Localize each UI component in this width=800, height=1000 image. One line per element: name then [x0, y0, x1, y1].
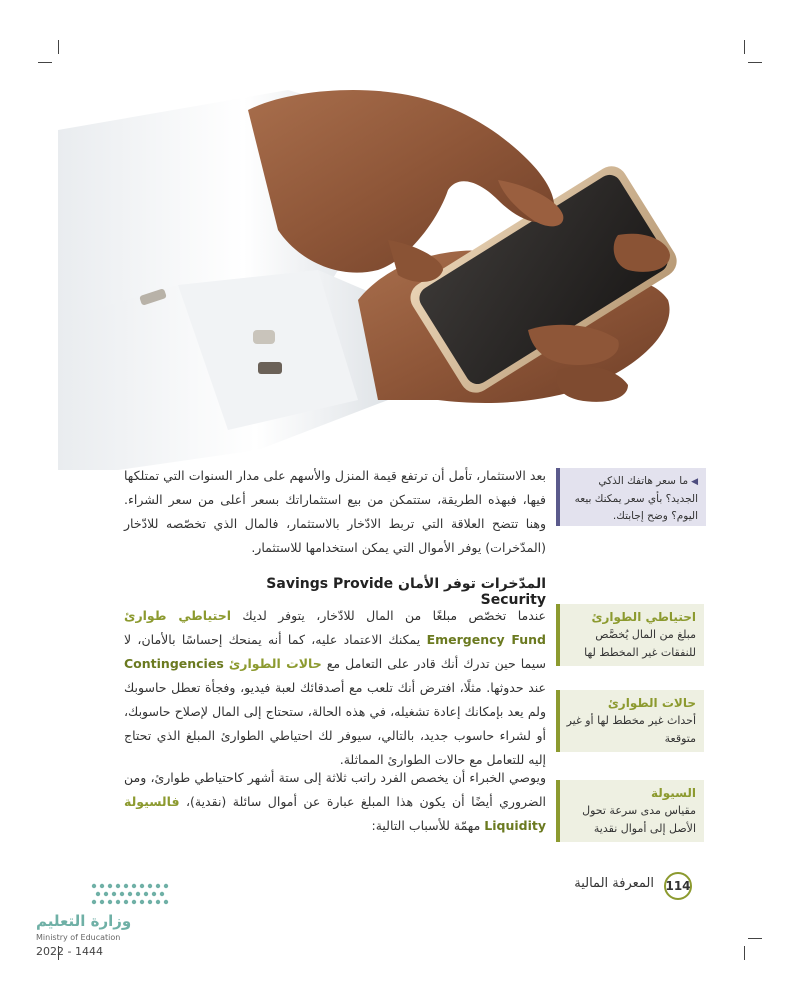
question-text: ما سعر هاتفك الذكي الجديد؟ بأي سعر يمكنك بيعه اليوم؟ وضح إجابتك. [574, 475, 698, 522]
hero-photo-hands-smartphone [58, 70, 748, 470]
question-box [556, 468, 706, 526]
triangle-marker-icon: ◀ [691, 477, 698, 487]
term-emergency-fund-en: Emergency Fund [426, 632, 547, 647]
glossary-liquidity [556, 780, 704, 842]
glossary-term: حالات الطوارئ [607, 696, 696, 710]
ministry-name-ar: وزارة التعليم [36, 912, 132, 930]
term-emergency-fund: احتياطي طوارئ [124, 608, 231, 623]
term-liquidity-en: Liquidity [484, 818, 546, 833]
crop-mark [748, 62, 762, 63]
crop-mark [744, 40, 745, 54]
paragraph-liquidity [124, 766, 546, 842]
glossary-term: السيولة [650, 786, 696, 800]
ministry-name-en: Ministry of Education [36, 933, 121, 942]
crop-mark [38, 62, 52, 63]
glossary-definition: مقياس مدى سرعة تحول الأصل إلى أموال نقدية [582, 804, 696, 835]
paragraph-text: عندما تخصّص مبلغًا من المال للادّخار، يتوفر لديك [230, 608, 546, 623]
intro-paragraph: بعد الاستثمار، تأمل أن ترتفع قيمة المنزل والأسهم على مدار السنوات التي تمتلكها فيها، فبهذه الطريقة، ستتمكن من بيع استثماراتك بسعر أعلى من سعر الشراء. وهنا تتضح العلاقة التي تربط الادّخار بالاستثمار، فالمال الذي تخصّصه للادّخار (المدّخرات) يوفر الأموال التي يمكن استخدامها للاستثمار. [124, 468, 546, 555]
page-number: 114 [664, 872, 692, 900]
glossary-emergency-fund [556, 604, 704, 666]
glossary-definition: مبلغ من المال يُخصَّص للنفقات غير المخطط لها [584, 628, 696, 659]
glossary-contingencies [556, 690, 704, 752]
crop-mark [744, 946, 745, 960]
edition-year: 2022 - 1444 [36, 945, 103, 958]
crop-mark [58, 40, 59, 54]
paragraph-emergency-fund [124, 604, 547, 767]
term-contingencies-en: Contingencies [124, 656, 224, 671]
section-heading: المدّخرات توفر الأمان Savings Provide Security [266, 576, 546, 608]
paragraph-text: عند حدوثها. مثلًا، افترض أنك تلعب مع أصدقائك لعبة فيديو، وفجأة تعطل حاسوبك ولم يعد بإمكانك إعادة تشغيله، في هذه الحالة، ستحتاج إلى المال لإصلاح حاسوبك، أو لشراء حاسوب جديد، بالتالي، سيوفر لك احتياطي الطوارئ المبلغ الذي تحتاج إليه للتعامل مع حالات الطوارئ المماثلة. [124, 680, 546, 767]
glossary-definition: أحداث غير مخطط لها أو غير متوقعة [566, 714, 696, 745]
paragraph-text: يمكنك الاعتماد عليه، كما أنه يمنحك إحساسًا بالأمان، لا سيما حين تدرك أنك قادر على التعامل مع [124, 632, 546, 671]
book-title: المعرفة المالية [574, 876, 654, 891]
paragraph-text: مهمّة للأسباب التالية: [371, 818, 485, 833]
ministry-dots-icon [30, 880, 180, 914]
crop-mark [748, 938, 762, 939]
term-liquidity: فالسيولة [124, 794, 180, 809]
term-contingencies: حالات الطوارئ [228, 656, 322, 671]
glossary-term: احتياطي الطوارئ [591, 610, 696, 624]
paragraph-text: ويوصي الخبراء أن يخصص الفرد راتب ثلاثة إلى ستة أشهر كاحتياطي طوارئ، ومن الضروري أيضًا أن يكون هذا المبلغ عبارة عن أموال سائلة (نقدية)، [124, 770, 546, 809]
